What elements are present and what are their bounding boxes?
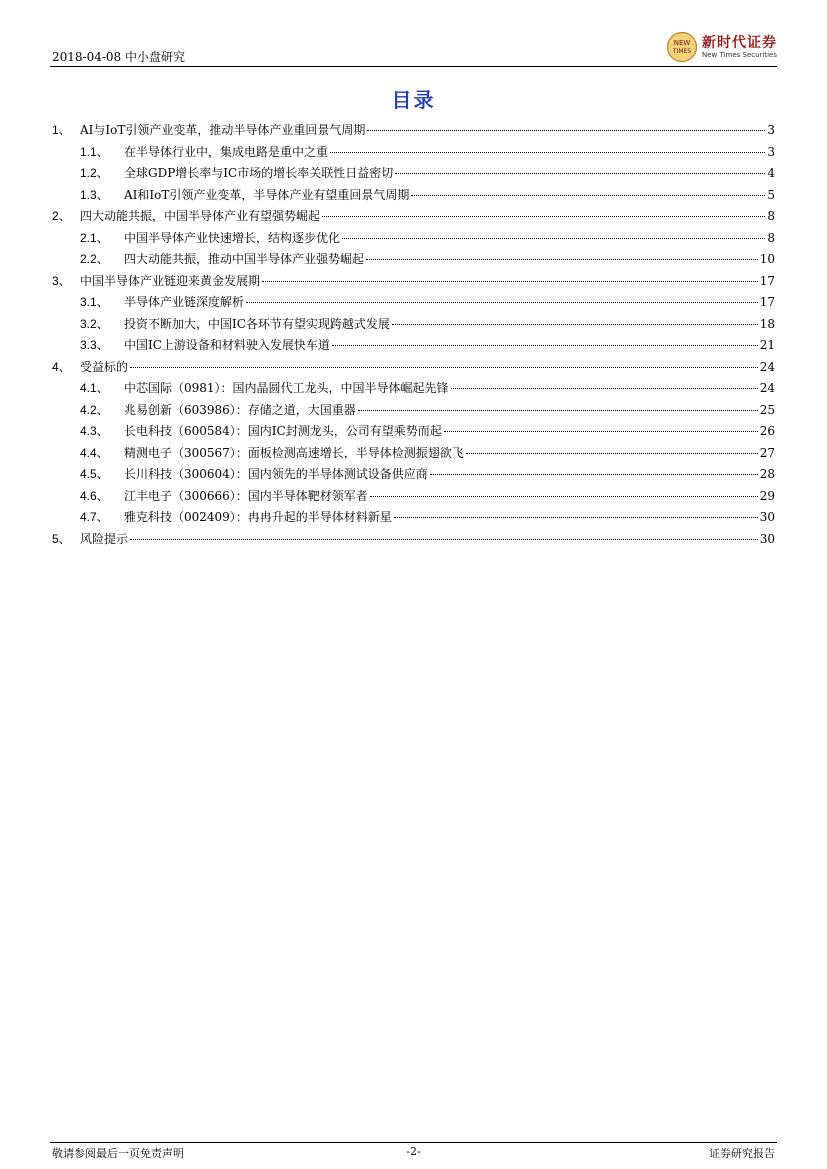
toc-entry-title[interactable]: AI与IoT引领产业变革，推动半导体产业重回景气周期 — [80, 123, 366, 137]
toc-entry-number: 4.6、 — [80, 488, 109, 503]
toc-entry-number: 1.2、 — [80, 166, 109, 180]
toc-entry[interactable] — [52, 229, 775, 251]
toc-entry[interactable] — [52, 401, 775, 423]
toc-entry-title[interactable]: 中国半导体产业链迎来黄金发展期 — [80, 273, 261, 288]
toc-entry-number: 2.1、 — [80, 230, 109, 245]
toc-dot-leader — [451, 388, 758, 389]
toc-entry-number: 1.1、 — [80, 144, 109, 159]
toc-entry-page[interactable]: 21 — [759, 338, 775, 352]
disclaimer-note: 敬请参阅最后一页免责声明 — [52, 1147, 184, 1160]
toc-entry[interactable] — [52, 207, 775, 229]
toc-dot-leader — [367, 130, 765, 131]
toc-entry-page[interactable]: 3 — [767, 123, 775, 137]
toc-entry-page[interactable]: 28 — [759, 467, 775, 481]
toc-dot-leader — [466, 453, 758, 454]
toc-entry[interactable] — [52, 293, 775, 315]
toc-entry-page[interactable]: 30 — [759, 510, 775, 524]
toc-dot-leader — [394, 517, 758, 518]
toc-entry-page[interactable]: 10 — [759, 252, 775, 266]
toc-entry-page[interactable]: 17 — [759, 295, 775, 309]
toc-entry-number: 4.7、 — [80, 510, 109, 524]
toc-entry-title[interactable]: 在半导体行业中，集成电路是重中之重 — [124, 144, 329, 159]
toc-entry-title[interactable]: 风险提示 — [80, 531, 129, 546]
toc-entry-title[interactable]: 中国IC上游设备和材料驶入发展快车道 — [124, 338, 330, 352]
toc-entry-title[interactable]: AI和IoT引领产业变革，半导体产业有望重回景气周期 — [124, 187, 410, 202]
toc-dot-leader — [366, 259, 758, 260]
toc-entry-page[interactable]: 25 — [759, 402, 775, 417]
svg-text:TIMES: TIMES — [672, 48, 692, 55]
toc-entry-title[interactable]: 四大动能共振，推动中国半导体产业强势崛起 — [124, 252, 365, 266]
toc-entry-number: 5、 — [52, 531, 71, 546]
toc-entry-title[interactable]: 长电科技（600584）：国内IC封测龙头，公司有望乘势而起 — [124, 424, 442, 438]
toc-entry-title[interactable]: 四大动能共振，中国半导体产业有望强势崛起 — [80, 209, 321, 223]
toc-entry[interactable] — [52, 315, 775, 337]
toc-dot-leader — [370, 496, 758, 497]
toc-entry-page[interactable]: 27 — [759, 445, 775, 460]
toc-entry-number: 1.3、 — [80, 187, 109, 202]
toc-entry[interactable] — [52, 336, 775, 358]
toc-entry-title[interactable]: 长川科技（300604）：国内领先的半导体测试设备供应商 — [124, 467, 428, 481]
toc-entry[interactable] — [52, 186, 775, 208]
toc-entry-number: 4.1、 — [80, 381, 109, 395]
toc-entry-title[interactable]: 全球GDP增长率与IC市场的增长率关联性日益密切 — [124, 166, 394, 180]
toc-dot-leader — [411, 195, 765, 196]
toc-entry-page[interactable]: 30 — [759, 531, 775, 546]
page-footer — [52, 1145, 775, 1159]
toc-entry[interactable] — [52, 143, 775, 165]
report-type: 证券研究报告 — [709, 1147, 775, 1160]
new-times-emblem-icon — [666, 31, 698, 63]
toc-entry-number: 2、 — [52, 209, 71, 223]
toc-entry[interactable] — [52, 508, 775, 530]
toc-entry[interactable] — [52, 272, 775, 294]
toc-entry[interactable] — [52, 487, 775, 509]
logo-english-name: New Times Securities — [702, 50, 777, 59]
toc-entry-page[interactable]: 24 — [759, 359, 775, 374]
toc-entry[interactable] — [52, 530, 775, 552]
toc-entry-title[interactable]: 中国半导体产业快速增长，结构逐步优化 — [124, 230, 341, 245]
company-logo — [666, 30, 777, 64]
toc-entry-title[interactable]: 精测电子（300567）：面板检测高速增长，半导体检测振翅欲飞 — [124, 445, 464, 460]
toc-entry-number: 3、 — [52, 273, 71, 288]
report-date-section: 2018-04-08 中小盘研究 — [52, 50, 186, 64]
toc-title: 目录 — [391, 88, 436, 112]
svg-text:NEW: NEW — [673, 39, 691, 47]
toc-entry[interactable] — [52, 358, 775, 380]
toc-entry-page[interactable]: 18 — [759, 316, 775, 331]
toc-entry-number: 3.1、 — [80, 295, 109, 309]
toc-entry-number: 4、 — [52, 359, 71, 374]
toc-dot-leader — [262, 281, 758, 282]
toc-entry[interactable] — [52, 465, 775, 487]
toc-entry-page[interactable]: 8 — [767, 209, 775, 223]
table-of-contents — [52, 121, 775, 551]
toc-entry-title[interactable]: 雅克科技（002409）：冉冉升起的半导体材料新星 — [124, 510, 392, 524]
toc-dot-leader — [395, 173, 765, 174]
toc-dot-leader — [392, 324, 758, 325]
toc-entry-title[interactable]: 受益标的 — [80, 359, 129, 374]
toc-dot-leader — [130, 367, 758, 368]
toc-entry-title[interactable]: 半导体产业链深度解析 — [124, 295, 245, 309]
toc-dot-leader — [358, 410, 758, 411]
toc-entry-page[interactable]: 8 — [767, 230, 775, 245]
footer-divider — [50, 1142, 777, 1143]
toc-entry-number: 4.4、 — [80, 445, 109, 460]
toc-entry-page[interactable]: 17 — [759, 273, 775, 288]
toc-dot-leader — [342, 238, 765, 239]
toc-entry-number: 3.2、 — [80, 316, 109, 331]
header-divider — [50, 66, 777, 67]
toc-entry[interactable] — [52, 422, 775, 444]
toc-entry[interactable] — [52, 250, 775, 272]
toc-entry-title[interactable]: 投资不断加大，中国IC各环节有望实现跨越式发展 — [124, 316, 390, 331]
toc-entry-number: 4.2、 — [80, 402, 109, 417]
toc-entry[interactable] — [52, 444, 775, 466]
toc-entry-number: 4.5、 — [80, 467, 109, 481]
page-number: -2- — [406, 1145, 421, 1158]
toc-entry-title[interactable]: 兆易创新（603986）：存储之道，大国重器 — [124, 402, 356, 417]
toc-dot-leader — [332, 345, 758, 346]
toc-entry-page[interactable]: 24 — [759, 381, 775, 395]
toc-entry-page[interactable]: 5 — [767, 187, 775, 202]
toc-entry[interactable] — [52, 379, 775, 401]
toc-entry-number: 1、 — [52, 123, 71, 137]
logo-chinese-name: 新时代证券 — [702, 34, 777, 51]
toc-entry-page[interactable]: 4 — [767, 166, 775, 180]
toc-dot-leader — [330, 152, 765, 153]
toc-entry[interactable] — [52, 121, 775, 143]
toc-entry-title[interactable]: 中芯国际（0981）：国内晶圆代工龙头，中国半导体崛起先锋 — [124, 381, 449, 395]
toc-entry-page[interactable]: 29 — [759, 488, 775, 503]
toc-entry-page[interactable]: 26 — [759, 424, 775, 438]
toc-entry-number: 3.3、 — [80, 338, 109, 352]
toc-entry-page[interactable]: 3 — [767, 144, 775, 159]
toc-entry-number: 2.2、 — [80, 252, 109, 266]
toc-dot-leader — [246, 302, 758, 303]
toc-entry-title[interactable]: 江丰电子（300666）：国内半导体靶材领军者 — [124, 488, 368, 503]
toc-entry[interactable] — [52, 164, 775, 186]
toc-entry-number: 4.3、 — [80, 424, 109, 438]
toc-dot-leader — [322, 216, 765, 217]
toc-dot-leader — [444, 431, 758, 432]
toc-dot-leader — [130, 539, 758, 540]
toc-dot-leader — [430, 474, 758, 475]
